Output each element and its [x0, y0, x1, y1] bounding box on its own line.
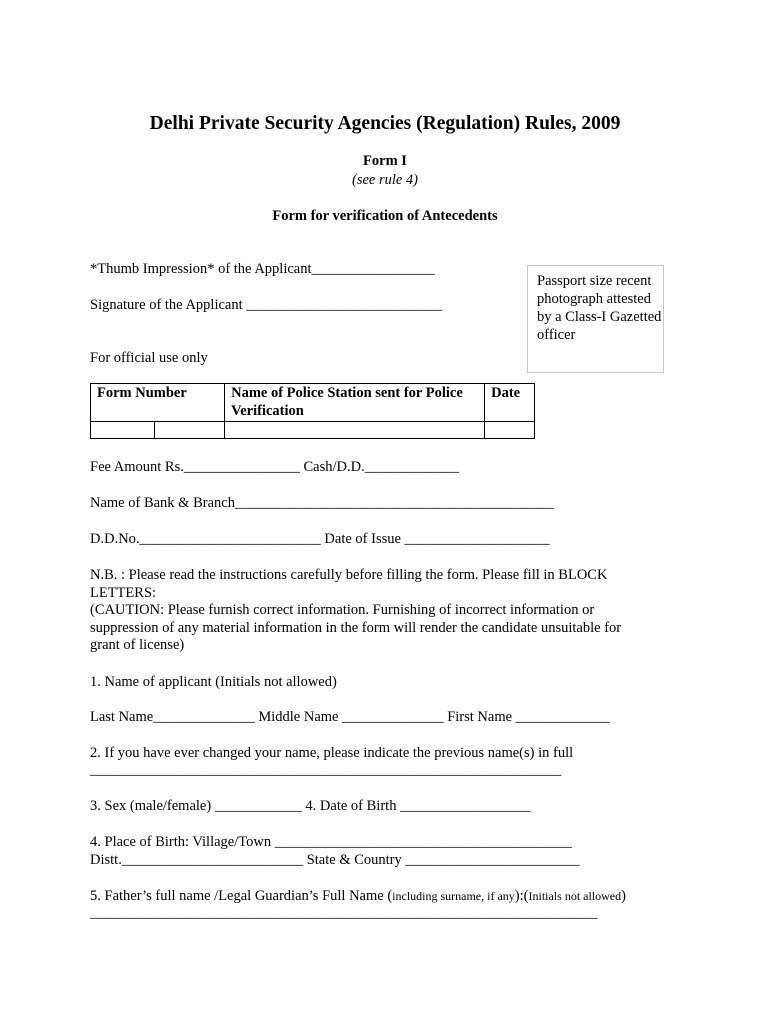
table-header-date: Date — [485, 384, 535, 422]
dd-number-field[interactable]: D.D.No._________________________ Date of Issue ____________________ — [90, 531, 550, 547]
form-subtitle: Form for verification of Antecedents — [272, 208, 498, 224]
q5-label-end: ) — [621, 888, 626, 904]
page-title: Delhi Private Security Agencies (Regulation) Rules, 2009 — [149, 113, 621, 134]
thumb-impression-field[interactable]: *Thumb Impression* of the Applicant_________________ — [90, 261, 435, 277]
table-cell-date[interactable] — [485, 422, 535, 439]
caution-note: (CAUTION: Please furnish correct information. Furnishing of incorrect information or suppression of any material information in the form will render the candidate unsuitable for grant of license) — [90, 602, 622, 653]
passport-photo-box[interactable] — [527, 265, 664, 373]
form-number-heading: Form I — [363, 153, 407, 169]
q1-name-fields[interactable]: Last Name______________ Middle Name ______________ First Name _____________ — [90, 709, 610, 725]
fee-amount-field[interactable]: Fee Amount Rs.________________ Cash/D.D._____________ — [90, 459, 459, 475]
q4-district-state-field[interactable]: Distt._________________________ State & Country ________________________ — [90, 852, 580, 868]
official-use-table — [90, 383, 535, 439]
table-cell-form-number-2[interactable] — [155, 422, 225, 439]
q5-label-main: 5. Father’s full name /Legal Guardian’s Full Name ( — [90, 888, 393, 904]
table-cell-form-number-1[interactable] — [91, 422, 155, 439]
q5-label-note: including surname, if any — [392, 889, 515, 903]
photo-instructions: Passport size recent photograph attested by a Class-I Gazetted officer — [537, 273, 662, 343]
q2-previous-name-field[interactable]: _________________________________________________________________ — [90, 762, 562, 778]
q1-name-label: 1. Name of applicant (Initials not allowed) — [90, 674, 337, 690]
q5-father-name-field[interactable]: ______________________________________________________________________ — [90, 905, 598, 921]
q2-previous-name-label: 2. If you have ever changed your name, please indicate the previous name(s) in full — [90, 745, 574, 761]
q5-label-note-2: Initials not allowed — [528, 889, 622, 903]
table-header-police-station: Name of Police Station sent for Police Verification — [225, 384, 485, 422]
signature-field[interactable]: Signature of the Applicant ___________________________ — [90, 297, 442, 313]
bank-branch-field[interactable]: Name of Bank & Branch____________________________________________ — [90, 495, 554, 511]
official-use-label: For official use only — [90, 350, 208, 366]
q4-place-of-birth-field[interactable]: 4. Place of Birth: Village/Town _________________________________________ — [90, 834, 572, 850]
table-header-form-number: Form Number — [91, 384, 225, 422]
rule-reference: (see rule 4) — [351, 172, 419, 188]
q5-father-name-label — [90, 888, 626, 905]
nb-instructions: N.B. : Please read the instructions carefully before filling the form. Please fill in BLOCK LETTERS: — [90, 567, 608, 601]
q5-label-sep: ):( — [514, 888, 529, 904]
q3-sex-dob-fields[interactable]: 3. Sex (male/female) ____________ 4. Date of Birth __________________ — [90, 798, 531, 814]
table-cell-police-station[interactable] — [225, 422, 485, 439]
